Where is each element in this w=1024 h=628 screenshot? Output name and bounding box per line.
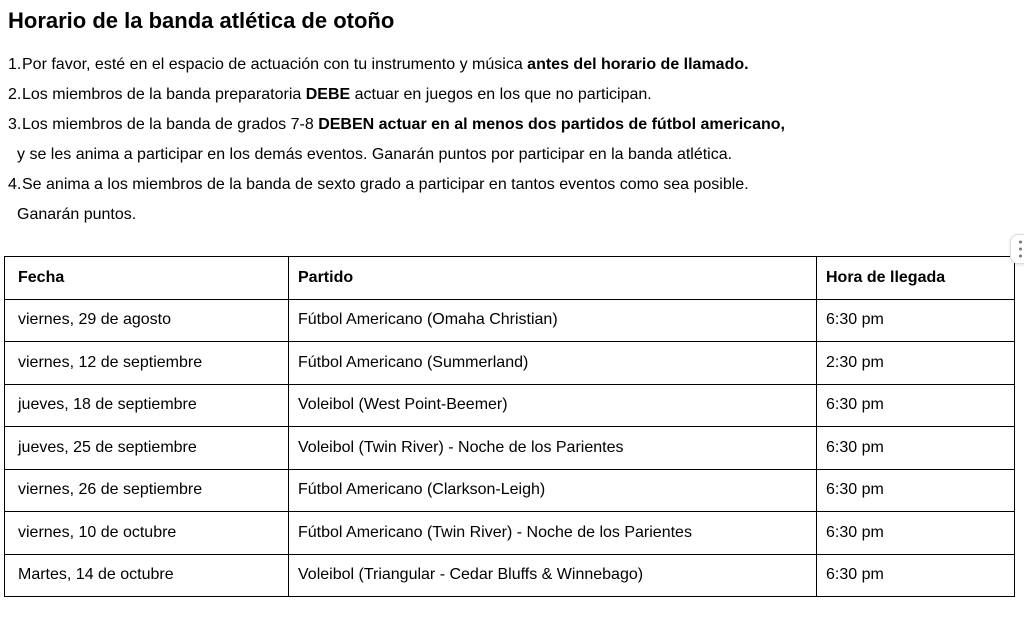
- instruction-text: Se anima a los miembros de la banda de sexto grado a participar en tantos eventos como sea posible.: [22, 176, 749, 193]
- instruction-line: [8, 50, 1014, 80]
- instruction-text: Los miembros de la banda de grados 7-8: [22, 116, 319, 133]
- instruction-number: 1.: [8, 56, 22, 73]
- date-cell: jueves, 25 de septiembre: [5, 427, 289, 470]
- game-cell: Fútbol Americano (Summerland): [289, 342, 817, 385]
- table-header-row: [5, 257, 1015, 300]
- instruction-item: [8, 110, 1014, 170]
- instruction-text: y se les anima a participar en los demás eventos. Ganarán puntos por participar en la banda atlética.: [17, 146, 733, 163]
- date-cell: viernes, 10 de octubre: [5, 512, 289, 555]
- table-row: [5, 427, 1015, 470]
- instruction-text: Por favor, esté en el espacio de actuación con tu instrumento y música: [22, 56, 528, 73]
- vertical-ellipsis-icon: [1019, 241, 1022, 258]
- game-cell: Voleibol (Triangular - Cedar Bluffs & Winnebago): [289, 554, 817, 597]
- game-cell: Fútbol Americano (Clarkson-Leigh): [289, 469, 817, 512]
- instruction-text: actuar en juegos en los que no participan.: [350, 86, 652, 103]
- instruction-item: [8, 170, 1014, 230]
- instruction-number: 2.: [8, 86, 22, 103]
- instruction-text-bold: DEBE: [305, 86, 351, 103]
- arrival-time-cell: 2:30 pm: [817, 342, 1015, 385]
- page-title: Horario de la banda atlética de otoño: [8, 8, 395, 33]
- instruction-line-wrap: [8, 140, 1014, 170]
- table-row: [5, 299, 1015, 342]
- arrival-time-cell: 6:30 pm: [817, 299, 1015, 342]
- game-cell: Fútbol Americano (Twin River) - Noche de los Parientes: [289, 512, 817, 555]
- document-page: [0, 8, 1024, 597]
- table-row: [5, 342, 1015, 385]
- game-cell: Voleibol (Twin River) - Noche de los Parientes: [289, 427, 817, 470]
- date-cell: viernes, 29 de agosto: [5, 299, 289, 342]
- arrival-time-cell: 6:30 pm: [817, 427, 1015, 470]
- schedule-table: [4, 256, 1015, 597]
- instructions-list: [8, 50, 1014, 230]
- game-cell: Voleibol (West Point-Beemer): [289, 384, 817, 427]
- table-row: [5, 469, 1015, 512]
- instruction-text-bold: DEBEN actuar en al menos dos partidos de fútbol americano,: [318, 116, 785, 133]
- instruction-text: Ganarán puntos.: [17, 206, 137, 223]
- instruction-number: 4.: [8, 176, 22, 193]
- date-cell: viernes, 12 de septiembre: [5, 342, 289, 385]
- instruction-line-wrap: [8, 200, 1014, 230]
- table-options-button[interactable]: [1010, 234, 1024, 264]
- arrival-time-cell: 6:30 pm: [817, 384, 1015, 427]
- instruction-line: [8, 170, 1014, 200]
- table-body: [5, 299, 1015, 597]
- column-header-game: Partido: [289, 257, 817, 300]
- table-row: [5, 512, 1015, 555]
- instruction-item: [8, 50, 1014, 80]
- date-cell: Martes, 14 de octubre: [5, 554, 289, 597]
- table-row: [5, 554, 1015, 597]
- date-cell: viernes, 26 de septiembre: [5, 469, 289, 512]
- arrival-time-cell: 6:30 pm: [817, 554, 1015, 597]
- instruction-line: [8, 80, 1014, 110]
- instruction-number: 3.: [8, 116, 22, 133]
- instruction-line: [8, 110, 1014, 140]
- instruction-text: Los miembros de la banda preparatoria: [22, 86, 306, 103]
- date-cell: jueves, 18 de septiembre: [5, 384, 289, 427]
- table-row: [5, 384, 1015, 427]
- column-header-date: Fecha: [5, 257, 289, 300]
- instruction-text-bold: antes del horario de llamado.: [527, 56, 749, 73]
- game-cell: Fútbol Americano (Omaha Christian): [289, 299, 817, 342]
- instruction-item: [8, 80, 1014, 110]
- arrival-time-cell: 6:30 pm: [817, 512, 1015, 555]
- arrival-time-cell: 6:30 pm: [817, 469, 1015, 512]
- column-header-arrival-time: Hora de llegada: [817, 257, 1015, 300]
